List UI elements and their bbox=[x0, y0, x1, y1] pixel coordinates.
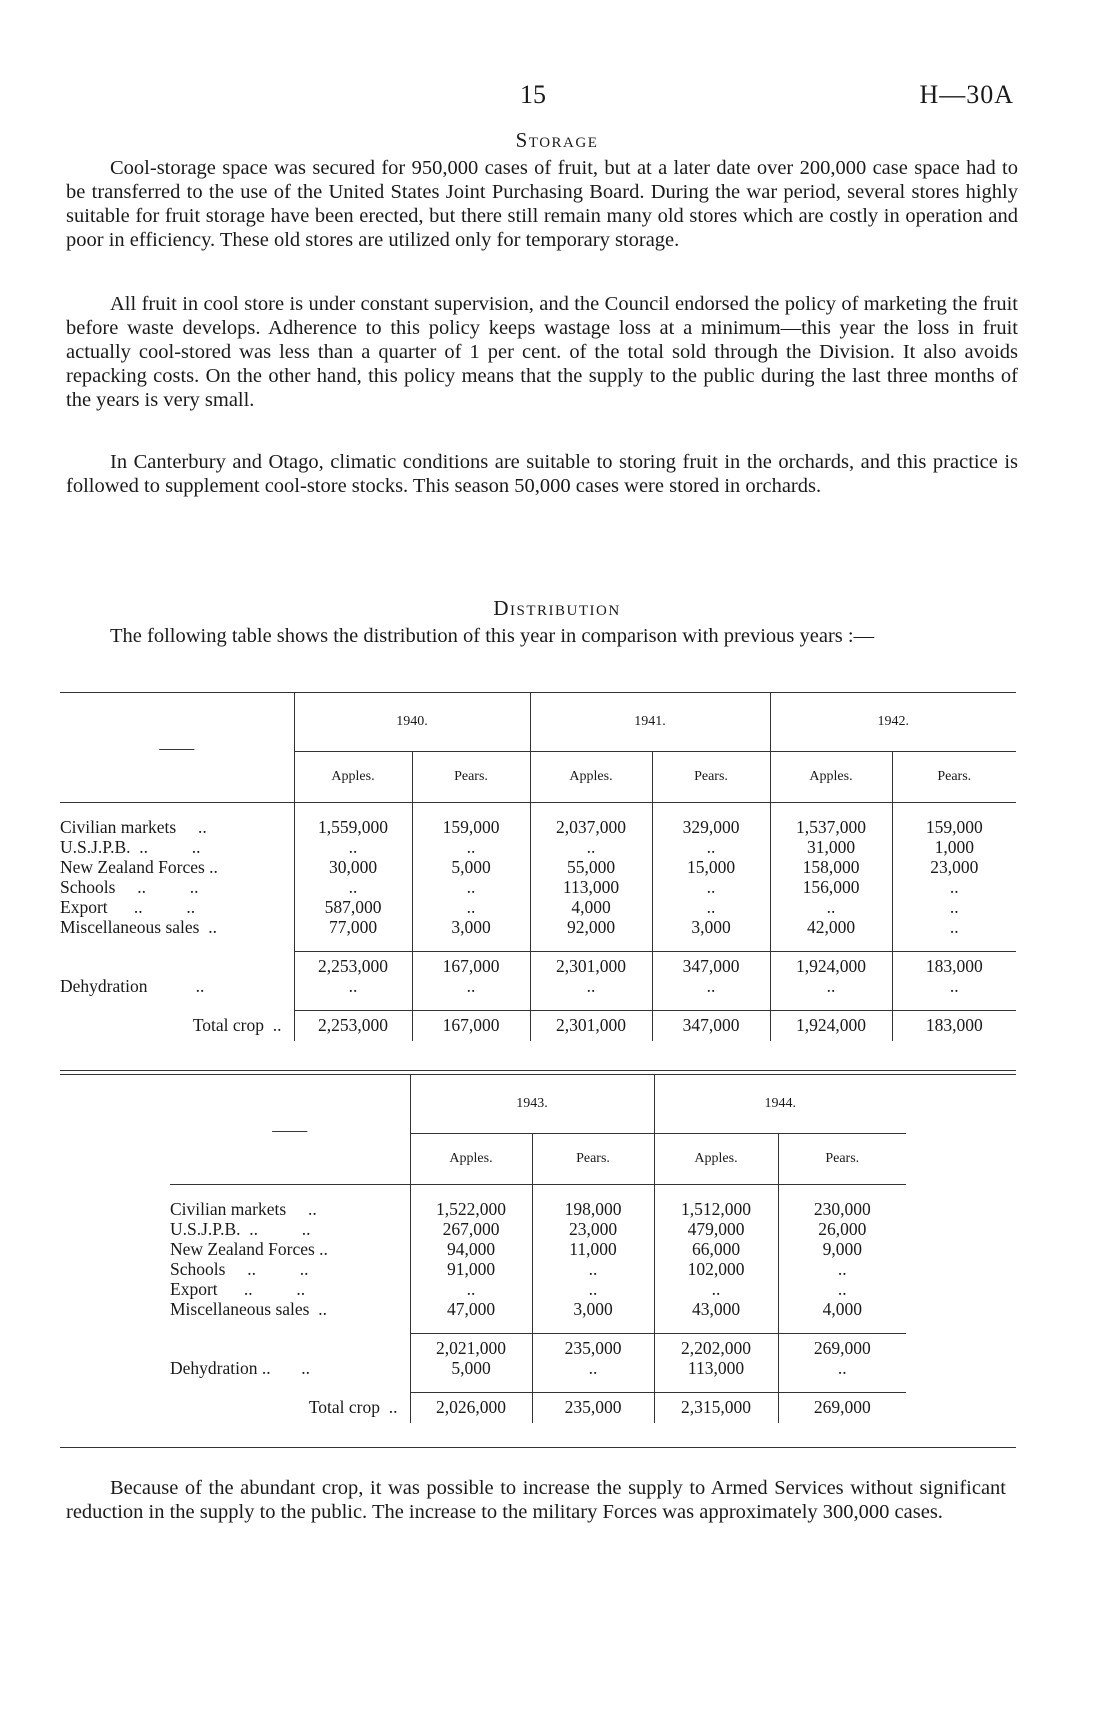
table2-dehydration-label: Dehydration .. .. bbox=[170, 1357, 310, 1378]
table1-col-1942-pears: 159,000 1,000 23,000 .. .. .. bbox=[892, 817, 1016, 937]
table1-col-1942-apples: 1,537,000 31,000 158,000 156,000 .. 42,000 bbox=[770, 817, 892, 937]
table1-subtotal: 167,000 .. bbox=[412, 952, 530, 997]
distribution-table-1943-1944 bbox=[170, 1075, 906, 1423]
table2-total-label: Total crop .. bbox=[308, 1396, 398, 1417]
table2-year-1944: 1944. bbox=[654, 1075, 906, 1134]
table1-total: 2,253,000 bbox=[294, 1011, 412, 1042]
table1-year-1942: 1942. bbox=[770, 693, 1016, 752]
table-separator-rule bbox=[60, 1070, 1016, 1071]
table2-total: 235,000 bbox=[532, 1393, 654, 1424]
table1-stub-dash: —— bbox=[60, 693, 294, 803]
table2-total: 269,000 bbox=[778, 1393, 906, 1424]
table2-stub-dash: —— bbox=[170, 1075, 410, 1185]
document-reference: H—30A bbox=[919, 80, 1014, 109]
table2-subtotal: 235,000 .. bbox=[532, 1334, 654, 1379]
table2-col-1944-apples: 1,512,000 479,000 66,000 102,000 .. 43,000 bbox=[654, 1199, 778, 1319]
table1-subhead: Pears. bbox=[412, 752, 530, 803]
table1-total: 1,924,000 bbox=[770, 1011, 892, 1042]
table2-total: 2,315,000 bbox=[654, 1393, 778, 1424]
table1-dehydration-label: Dehydration .. bbox=[60, 975, 205, 996]
table2-col-1943-apples: 1,522,000 267,000 94,000 91,000 .. 47,000 bbox=[410, 1199, 532, 1319]
table1-subtotal: 2,301,000 .. bbox=[530, 952, 652, 997]
table1-col-1941-pears: 329,000 .. 15,000 .. .. 3,000 bbox=[652, 817, 770, 937]
storage-paragraph-3: In Canterbury and Otago, climatic conditions are suitable to storing fruit in the orchards, and this practice is followed to supplement cool-store stocks. This season 50,000 cases were stored in orchards. bbox=[66, 451, 1018, 497]
table1-col-1941-apples: 2,037,000 .. 55,000 113,000 4,000 92,000 bbox=[530, 817, 652, 937]
table1-col-1940-apples: 1,559,000 .. 30,000 .. 587,000 77,000 bbox=[294, 817, 412, 937]
table1-row-labels: Civilian markets .. U.S.J.P.B. .. .. New Zealand Forces .. Schools .. .. Export .. .. Miscellaneous sales .. bbox=[60, 817, 218, 937]
distribution-intro: The following table shows the distribution of this year in comparison with previous years :— bbox=[110, 625, 875, 647]
table1-subhead: Apples. bbox=[530, 752, 652, 803]
table2-subtotal: 269,000 .. bbox=[778, 1334, 906, 1379]
storage-heading: Storage bbox=[515, 128, 599, 152]
table1-subtotal: 347,000 .. bbox=[652, 952, 770, 997]
table2-year-1943: 1943. bbox=[410, 1075, 654, 1134]
table2-subhead: Pears. bbox=[532, 1134, 654, 1185]
table1-subtotal: 1,924,000 .. bbox=[770, 952, 892, 997]
table2-bottom-rule bbox=[60, 1447, 1016, 1448]
storage-paragraph-2: All fruit in cool store is under constant supervision, and the Council endorsed the policy of marketing the fruit before waste develops. Adherence to this policy keeps wastage loss at a minimum—this year the loss in fruit actually cool-stored was less than a quarter of 1 per cent. of the total sold through the Division. It also avoids repacking costs. On the other hand, this policy means that the supply to the public during the last three months of the years is very small. bbox=[66, 293, 1018, 411]
table2-subhead: Apples. bbox=[410, 1134, 532, 1185]
table1-subtotal: 183,000 .. bbox=[892, 952, 1016, 997]
table1-total: 2,301,000 bbox=[530, 1011, 652, 1042]
table1-subhead: Apples. bbox=[294, 752, 412, 803]
distribution-heading: Distribution bbox=[493, 596, 621, 620]
closing-paragraph: Because of the abundant crop, it was possible to increase the supply to Armed Services without significant reduction in the supply to the public. The increase to the military Forces was approximately 300,000 cases. bbox=[66, 1477, 1006, 1523]
table2-subtotal: 2,021,000 5,000 bbox=[410, 1334, 532, 1379]
table1-year-1940: 1940. bbox=[294, 693, 530, 752]
table1-total-label: Total crop .. bbox=[192, 1014, 282, 1035]
table2-row-labels: Civilian markets .. U.S.J.P.B. .. .. New Zealand Forces .. Schools .. .. Export .. .. Miscellaneous sales .. bbox=[170, 1199, 328, 1319]
table1-total: 183,000 bbox=[892, 1011, 1016, 1042]
table1-total: 347,000 bbox=[652, 1011, 770, 1042]
table1-subtotal: 2,253,000 .. bbox=[294, 952, 412, 997]
table2-subhead: Apples. bbox=[654, 1134, 778, 1185]
table2-subhead: Pears. bbox=[778, 1134, 906, 1185]
table1-total: 167,000 bbox=[412, 1011, 530, 1042]
table1-subhead: Pears. bbox=[892, 752, 1016, 803]
table1-col-1940-pears: 159,000 .. 5,000 .. .. 3,000 bbox=[412, 817, 530, 937]
table2-col-1944-pears: 230,000 26,000 9,000 .. .. 4,000 bbox=[778, 1199, 906, 1319]
table1-year-1941: 1941. bbox=[530, 693, 770, 752]
page-number: 15 bbox=[520, 80, 546, 109]
distribution-table-1940-1942 bbox=[60, 693, 1016, 1041]
table1-subhead: Apples. bbox=[770, 752, 892, 803]
table2-total: 2,026,000 bbox=[410, 1393, 532, 1424]
table2-subtotal: 2,202,000 113,000 bbox=[654, 1334, 778, 1379]
storage-paragraph-1: Cool-storage space was secured for 950,000 cases of fruit, but at a later date over 200,000 case space had to be transferred to the use of the United States Joint Purchasing Board. During the war period, several stores highly suitable for fruit storage have been erected, but there still remain many old stores which are costly in operation and poor in efficiency. These old stores are utilized only for temporary storage. bbox=[66, 157, 1018, 251]
table2-col-1943-pears: 198,000 23,000 11,000 .. .. 3,000 bbox=[532, 1199, 654, 1319]
table1-subhead: Pears. bbox=[652, 752, 770, 803]
